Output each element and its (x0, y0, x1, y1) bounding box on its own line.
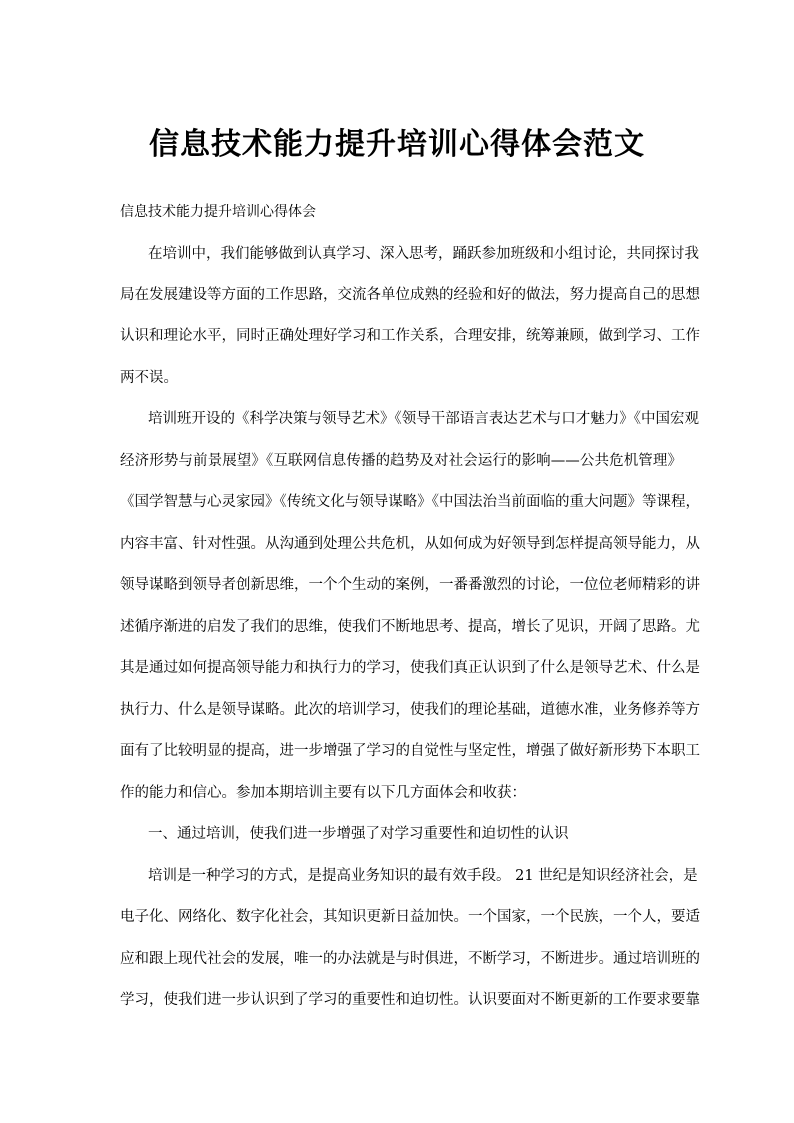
document-title: 信息技术能力提升培训心得体会范文 (149, 127, 645, 162)
paragraph-line: 应和跟上现代社会的发展，唯一的办法就是与时俱进，不断学习，不断进步。通过培训班的 (120, 951, 700, 967)
paragraph-line: 局在发展建设等方面的工作思路，交流各单位成熟的经验和好的做法，努力提高自己的思想 (120, 287, 700, 303)
paragraph-line: 领导谋略到领导者创新思维，一个个生动的案例，一番番激烈的讨论，一位位老师精彩的讲 (120, 577, 700, 593)
paragraph-line: 经济形势与前景展望》《互联网信息传播的趋势及对社会运行的影响——公共危机管理》 (120, 453, 682, 469)
paragraph-line: 认识和理论水平，同时正确处理好学习和工作关系，合理安排，统筹兼顾，做到学习、工作 (120, 328, 700, 344)
paragraph-line: 内容丰富、针对性强。从沟通到处理公共危机，从如何成为好领导到怎样提高领导能力，从 (120, 536, 700, 552)
paragraph-line: 《国学智慧与心灵家园》《传统文化与领导谋略》《中国法治当前面临的重大问题》等课程， (120, 494, 700, 510)
paragraph-line: 培训班开设的《科学决策与领导艺术》《领导干部语言表达艺术与口才魅力》《中国宏观 (148, 411, 699, 427)
paragraph-line: 面有了比较明显的提高，进一步增强了学习的自觉性与坚定性，增强了做好新形势下本职工 (120, 743, 700, 759)
paragraph-line: 培训是一种学习的方式，是提高业务知识的最有效手段。 21 世纪是知识经济社会，是 (148, 868, 698, 884)
paragraph-line: 其是通过如何提高领导能力和执行力的学习，使我们真正认识到了什么是领导艺术、什么是 (120, 660, 700, 676)
paragraph-line: 执行力、什么是领导谋略。此次的培训学习，使我们的理论基础，道德水准，业务修养等方 (120, 702, 700, 718)
paragraph-line: 学习，使我们进一步认识到了学习的重要性和迫切性。认识要面对不断更新的工作要求要靠 (120, 992, 700, 1008)
paragraph-line: 作的能力和信心。参加本期培训主要有以下几方面体会和收获： (120, 785, 526, 801)
paragraph-line: 在培训中，我们能够做到认真学习、深入思考，踊跃参加班级和小组讨论，共同探讨我 (148, 246, 699, 262)
paragraph-line: 电子化、网络化、数字化社会，其知识更新日益加快。一个国家，一个民族，一个人，要适 (120, 909, 700, 925)
document-subtitle: 信息技术能力提升培训心得体会 (120, 204, 316, 220)
paragraph-line: 述循序渐进的启发了我们的思维，使我们不断地思考、提高，增长了见识，开阔了思路。尤 (120, 619, 700, 635)
section-heading: 一、通过培训，使我们进一步增强了对学习重要性和迫切性的认识 (148, 826, 569, 842)
paragraph-line: 两不误。 (120, 370, 178, 386)
